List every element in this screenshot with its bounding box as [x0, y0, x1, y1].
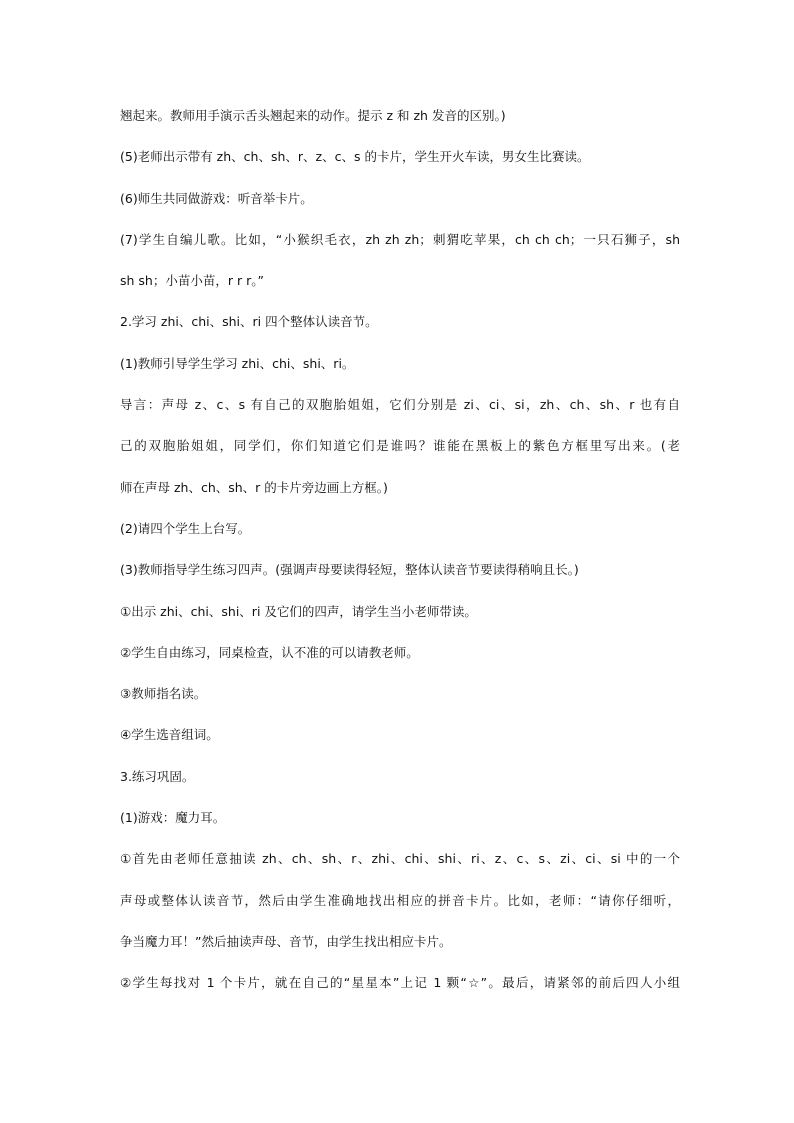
document-body [120, 103, 680, 1012]
text-line: ③教师指名读。 [120, 686, 207, 702]
section-heading: 3.练习巩固。 [120, 768, 195, 784]
text-line: (1)教师引导学生学习 zhi、chi、shi、ri。 [120, 355, 355, 371]
text-line: (2)请四个学生上台写。 [120, 520, 251, 536]
text-line: ①首先由老师任意抽读 zh、ch、sh、r、zhi、chi、shi、ri、z、c、s、zi、ci、si 中的一个 [120, 851, 680, 867]
text-line: ②学生自由练习，同桌检查，认不准的可以请教老师。 [120, 644, 419, 660]
text-line: 声母或整体认读音节，然后由学生准确地找出相应的拼音卡片。比如，老师：“请你仔细听， [120, 892, 680, 908]
text-line: 己的双胞胎姐姐，同学们，你们知道它们是谁吗？谁能在黑板上的紫色方框里写出来。(老 [120, 438, 680, 454]
text-line: (1)游戏：魔力耳。 [120, 810, 226, 826]
text-line: (5)老师出示带有 zh、ch、sh、r、z、c、s 的卡片，学生开火车读，男女生比赛读。 [120, 149, 590, 165]
text-line: ②学生每找对 1 个卡片，就在自己的“星星本”上记 1 颗“☆”。最后，请紧邻的前后四人小组 [120, 975, 680, 991]
text-line: 翘起来。教师用手演示舌头翘起来的动作。提示 z 和 zh 发音的区别。) [120, 108, 506, 123]
section-heading: 2.学习 zhi、chi、shi、ri 四个整体认读音节。 [120, 314, 378, 330]
text-line: sh sh；小苗小苗，r r r。” [120, 273, 264, 289]
text-line: ①出示 zhi、chi、shi、ri 及它们的四声，请学生当小老师带读。 [120, 603, 477, 619]
text-line: ④学生选音组词。 [120, 727, 219, 743]
text-line: 导言：声母 z、c、s 有自己的双胞胎姐姐，它们分别是 zi、ci、si，zh、ch、sh、r 也有自 [120, 397, 680, 413]
text-line: 争当魔力耳！”然后抽读声母、音节，由学生找出相应卡片。 [120, 933, 452, 949]
text-line: (6)师生共同做游戏：听音举卡片。 [120, 190, 313, 206]
text-line: (7)学生自编儿歌。比如，“小猴织毛衣，zh zh zh；刺猬吃苹果，ch ch ch；一只石狮子，sh [120, 231, 680, 247]
text-line: 师在声母 zh、ch、sh、r 的卡片旁边画上方框。) [120, 479, 388, 495]
text-line: (3)教师指导学生练习四声。(强调声母要读得轻短，整体认读音节要读得稍响且长。) [120, 562, 579, 578]
